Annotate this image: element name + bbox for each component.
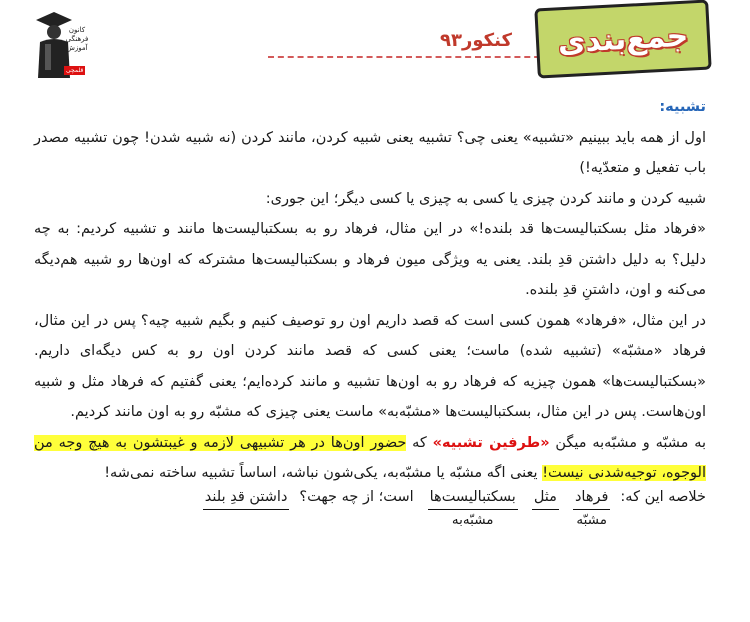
paragraph-intro: شبیه کردن و مانند کردن چیزی یا کسی به چیزی یا کسی دیگر؛ این جوری: xyxy=(265,190,706,207)
badge-title: جمع‌بندی xyxy=(556,18,690,60)
paragraph-sides: به مشبّه و مشبّه‌به میگن «طرفین تشبیه» که حضور اون‌ها در هر تشبیهی لازمه و غیبتشون به هیچ وجه من الوجوه، توجیه‌شدنی نیست! یعنی اگه مشبّه یا مشبّه‌به، یکی‌شون نباشه، اساساً تشبیه ساخته نمی‌شه! xyxy=(34,434,707,481)
summary-mushabbah: فرهاد مشبّه xyxy=(573,485,610,530)
konkur-subtitle: کنکور۹۳ xyxy=(440,30,512,51)
summary-adat: مثل xyxy=(532,485,559,510)
dashed-divider xyxy=(268,56,550,58)
logo-text: کانون فرهنگی آموزش xyxy=(65,26,89,52)
highlighted-text: حضور اون‌ها در هر تشبیهی لازمه و غیبتشون به هیچ وجه من الوجوه، توجیه‌شدنی نیست! xyxy=(34,434,706,481)
sides-term: «طرفین تشبیه» xyxy=(432,434,550,451)
summary-badge xyxy=(534,0,711,79)
summary-question: است؛ از چه جهت؟ xyxy=(299,488,414,505)
summary-lead: خلاصه این که: xyxy=(620,488,706,505)
page-header xyxy=(0,0,750,92)
paragraph-explanation: در این مثال، «فرهاد» همون کسی است که قصد داریم اون رو توصیف کنیم و بگیم شبیه چیه؟ پس در این مثال، فرهاد «مشبّه» (تشبیه شده) ماست؛ یعنی کسی که قصد مانند کردن اون رو به کس دیگه‌ای داریم. «بسکتبالیست‌ها» همون چیزیه که فرهاد رو به اون‌ها تشبیه و مانند کرده‌ایم؛ یعنی گفتیم که فرهاد مثل و شبیه اون‌هاست. پس در این مثال، بسکتبالیست‌ها «مشبّه‌به» ماست یعنی چیزی که مشبّه رو به اون مانند کردیم. xyxy=(34,312,706,420)
section-title: تشبیه: xyxy=(659,99,706,115)
paragraph-example: «فرهاد مثل بسکتبالیست‌ها قد بلنده!» در این مثال، فرهاد رو به بسکتبالیست‌ها مانند و تشبیه کردیم: به چه دلیل؟ به دلیل داشتن قدِ بلند. یعنی یه ویژگی میون فرهاد و بسکتبالیست‌ها مشترکه که اون‌ها رو شبیه هم‌دیگه می‌کنه و اون، داشتنِ قدِ بلنده. xyxy=(34,221,706,298)
summary-mushabbah-beh: بسکتبالیست‌ها مشبّه‌به xyxy=(428,485,518,530)
summary-line xyxy=(34,485,706,530)
summary-vajh: داشتن قدِ بلند xyxy=(203,485,290,510)
logo-badge: قلمچی xyxy=(66,67,84,74)
lesson-content xyxy=(34,92,706,530)
paragraph-definition: اول از همه باید ببینیم «تشبیه» یعنی چی؟ تشبیه یعنی شبیه کردن، مانند کردن (نه شبیه شدن! چون تشبیه مصدر باب تفعیل و متعدّیه!) xyxy=(34,129,706,176)
